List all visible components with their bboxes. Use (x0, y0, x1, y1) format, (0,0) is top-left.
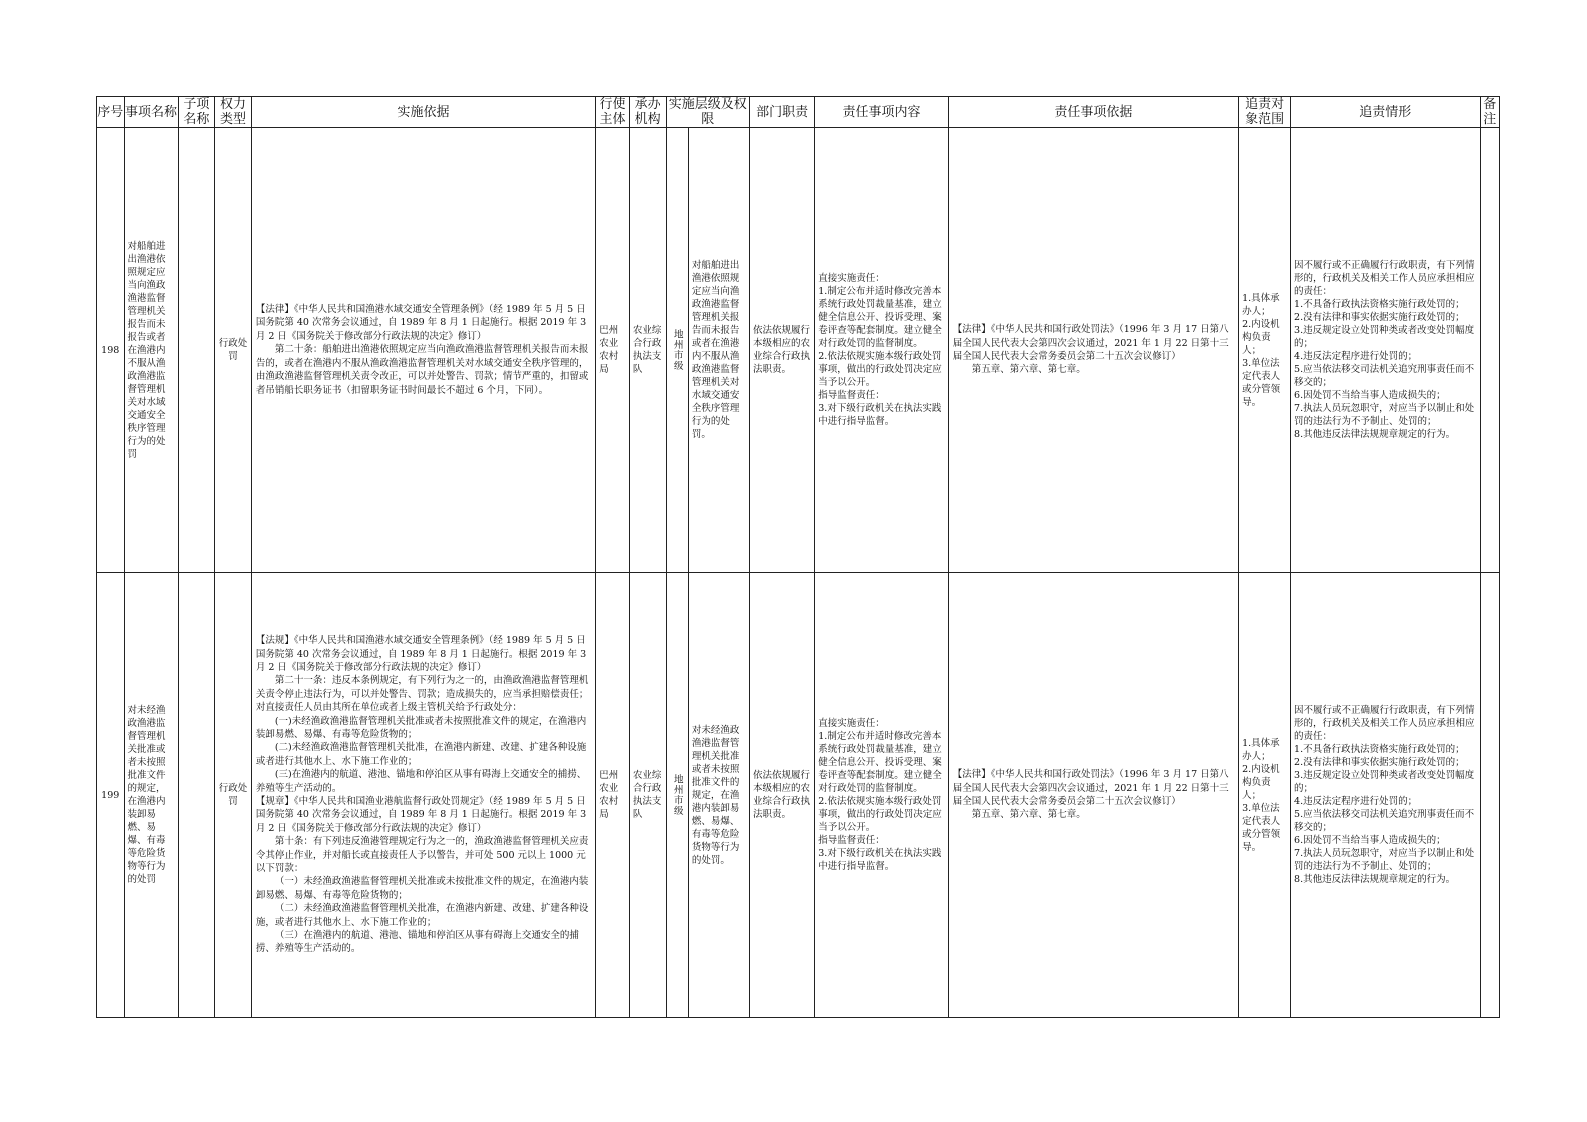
basis-paragraph: 【规章】《中华人民共和国渔业港航监督行政处罚规定》（经 1989 年 5 月 5 日国务院第 40 次常务会议通过，自 1989 年 8 月 1 日起施行。根据 2019 年 3 月 2 日《国务院关于修改部分行政法规的决定》修订） (255, 796, 587, 834)
header-subject: 行使主体 (596, 97, 630, 128)
cell-level-a (666, 128, 688, 573)
cell-scope: 1.具体承办人； 2.内设机构负责人； 3.单位法定代表人或分管领导。 (1239, 128, 1291, 573)
basis-paragraph: (一)未经渔政渔港监督管理机关批准或者未按照批准文件的规定，在渔港内装卸易燃、易爆、有毒等危险货物的； (255, 715, 587, 740)
header-remark: 备注 (1480, 97, 1499, 128)
basis-paragraph: （三）在渔港内的航道、港池、锚地和停泊区从事有碍海上交通安全的捕捞、养殖等生产活动的。 (255, 930, 579, 955)
document-page (96, 96, 1500, 1018)
cell-basis (251, 573, 595, 1018)
basis-paragraph: 第十条：有下列违反渔港管理规定行为之一的，渔政渔港监督管理机关应责令其停止作业，并对船长或直接责任人予以警告，并可处 500 元以上 1000 元以下罚款： (255, 836, 589, 875)
resp-basis-paragraph: 【法律】《中华人民共和国行政处罚法》（1996 年 3 月 17 日第八届全国人民代表大会第四次会议通过，2021 年 1 月 22 日第十三届全国人民代表大会常务委员会第二十五次会议修订） (952, 769, 1229, 807)
header-item-name: 事项名称 (124, 97, 178, 128)
cell-scope: 1.具体承办人； 2.内设机构负责人； 3.单位法定代表人或分管领导。 (1239, 573, 1291, 1018)
cell-item-name: 对船舶进出渔港依照规定应当向渔政渔港监督管理机关报告而未报告或者在渔港内不服从渔政渔港监督管理机关对水域交通安全秩序管理行为的处罚 (124, 128, 178, 573)
cell-power-type: 行政处罚 (215, 128, 252, 573)
header-resp-content: 责任事项内容 (815, 97, 948, 128)
header-row (97, 97, 1500, 128)
cell-level-a (666, 573, 688, 1018)
cell-dept-duty: 依法依规履行本级相应的农业综合行政执法职责。 (750, 573, 815, 1018)
table-row (97, 128, 1500, 573)
header-seq: 序号 (97, 97, 125, 128)
basis-paragraph: (三)在渔港内的航道、港池、锚地和停泊区从事有碍海上交通安全的捕捞、养殖等生产活动的。 (255, 769, 587, 794)
basis-paragraph: 第二十一条：违反本条例规定，有下列行为之一的，由渔政渔港监督管理机关责令停止违法行为，可以并处警告、罚款；造成损失的，应当承担赔偿责任；对直接责任人员由其所在单位或者上级主管机关给予行政处分： (255, 675, 589, 714)
cell-remark (1480, 128, 1499, 573)
header-basis: 实施依据 (251, 97, 595, 128)
cell-remark (1480, 573, 1499, 1018)
cell-resp-basis (948, 573, 1238, 1018)
header-resp-basis: 责任事项依据 (948, 97, 1238, 128)
basis-paragraph: (二)未经渔政渔港监督管理机关批准，在渔港内新建、改建、扩建各种设施或者进行其他水上、水下施工作业的； (255, 742, 587, 767)
cell-resp-content: 直接实施责任： 1.制定公布并适时修改完善本系统行政处罚裁量基准，建立健全信息公开、投诉受理、案卷评查等配套制度。建立健全对行政处罚的监督制度。 2.依法依规实施本级行政处罚事项，做出的行政处罚决定应当予以公开。 指导监督责任： 3.对下级行政机关在执法实践中进行指导监督。 (815, 573, 948, 1018)
cell-item-name: 对未经渔政渔港监督管理机关批准或者未按照批准文件的规定，在渔港内装卸易燃、易爆、有毒等危险货物等行为的处罚 (124, 573, 178, 1018)
cell-agency: 农业综合行政执法支队 (629, 128, 666, 573)
header-agency: 承办机构 (629, 97, 666, 128)
resp-basis-paragraph: 第五章、第六章、第七章。 (971, 364, 1086, 376)
header-scope: 追责对象范围 (1239, 97, 1291, 128)
table-row (97, 573, 1500, 1018)
cell-basis (251, 128, 595, 573)
basis-paragraph: 第二十条：船舶进出渔港依照规定应当向渔政渔港监督管理机关报告而未报告的，或者在渔港内不服从渔政渔港监督管理机关对水域交通安全秩序管理的，由渔政渔港监督管理机关责令改正，可以并处警告、罚款；情节严重的，扣留或者吊销船长职务证书（扣留职务证书时间最长不超过 6 个月，下同）。 (255, 344, 589, 396)
cell-resp-content: 直接实施责任： 1.制定公布并适时修改完善本系统行政处罚裁量基准，建立健全信息公开、投诉受理、案卷评查等配套制度。建立健全对行政处罚的监督制度。 2.依法依规实施本级行政处罚事项，做出的行政处罚决定应当予以公开。 指导监督责任： 3.对下级行政机关在执法实践中进行指导监督。 (815, 128, 948, 573)
cell-resp-basis (948, 128, 1238, 573)
resp-basis-paragraph: 【法律】《中华人民共和国行政处罚法》（1996 年 3 月 17 日第八届全国人民代表大会第四次会议通过，2021 年 1 月 22 日第十三届全国人民代表大会常务委员会第二十五次会议修订） (952, 324, 1229, 362)
cell-seq: 198 (97, 128, 125, 573)
cell-subject: 巴州农业农村局 (596, 128, 630, 573)
resp-basis-paragraph: 第五章、第六章、第七章。 (971, 809, 1086, 821)
cell-power-type: 行政处罚 (215, 573, 252, 1018)
level-a-text: 地州市级 (671, 329, 683, 371)
cell-subject: 巴州农业农村局 (596, 573, 630, 1018)
cell-agency: 农业综合行政执法支队 (629, 573, 666, 1018)
header-level: 实施层级及权限 (666, 97, 750, 128)
header-situation: 追责情形 (1291, 97, 1481, 128)
basis-paragraph: （二）未经渔政渔港监督管理机关批准，在渔港内新建、改建、扩建各种设施，或者进行其他水上、水下施工作业的； (255, 903, 589, 928)
cell-level-b: 对未经渔政渔港监督管理机关批准或者未按照批准文件的规定，在渔港内装卸易燃、易爆、有毒等危险货物等行为的处罚。 (688, 573, 749, 1018)
header-dept-duty: 部门职责 (750, 97, 815, 128)
basis-paragraph: 【法规】《中华人民共和国渔港水域交通安全管理条例》（经 1989 年 5 月 5 日国务院第 40 次常务会议通过，自 1989 年 8 月 1 日起施行。根据 2019 年 3 月 2 日《国务院关于修改部分行政法规的决定》修订） (255, 635, 587, 673)
cell-sub-item (178, 128, 215, 573)
responsibility-table (96, 96, 1500, 1018)
header-sub-item: 子项名称 (178, 97, 215, 128)
cell-situation: 因不履行或不正确履行行政职责，有下列情形的，行政机关及相关工作人员应承担相应的责任： 1.不具备行政执法资格实施行政处罚的； 2.没有法律和事实依据实施行政处罚的； 3.违反规定设立处罚种类或者改变处罚幅度的； 4.违反法定程序进行处罚的； 5.应当依法移交司法机关追究刑事责任而不移交的； 6.因处罚不当给当事人造成损失的； 7.执法人员玩忽职守，对应当予以制止和处罚的违法行为不予制止、处罚的； 8.其他违反法律法规规章规定的行为。 (1291, 128, 1481, 573)
cell-seq: 199 (97, 573, 125, 1018)
header-power-type: 权力类型 (215, 97, 252, 128)
cell-situation: 因不履行或不正确履行行政职责，有下列情形的，行政机关及相关工作人员应承担相应的责任： 1.不具备行政执法资格实施行政处罚的； 2.没有法律和事实依据实施行政处罚的； 3.违反规定设立处罚种类或者改变处罚幅度的； 4.违反法定程序进行处罚的； 5.应当依法移交司法机关追究刑事责任而不移交的； 6.因处罚不当给当事人造成损失的； 7.执法人员玩忽职守，对应当予以制止和处罚的违法行为不予制止、处罚的； 8.其他违反法律法规规章规定的行为。 (1291, 573, 1481, 1018)
cell-dept-duty: 依法依规履行本级相应的农业综合行政执法职责。 (750, 128, 815, 573)
cell-sub-item (178, 573, 215, 1018)
basis-paragraph: 【法律】《中华人民共和国渔港水域交通安全管理条例》（经 1989 年 5 月 5 日国务院第 40 次常务会议通过，自 1989 年 8 月 1 日起施行。根据 2019 年 3 月 2 日《国务院关于修改部分行政法规的决定》修订） (255, 304, 587, 342)
cell-level-b: 对船舶进出渔港依照规定应当向渔政渔港监督管理机关报告而未报告或者在渔港内不服从渔政渔港监督管理机关对水域交通安全秩序管理行为的处罚。 (688, 128, 749, 573)
level-a-text: 地州市级 (671, 774, 683, 816)
basis-paragraph: （一）未经渔政渔港监督管理机关批准或未按批准文件的规定，在渔港内装卸易燃、易爆、有毒等危险货物的； (255, 876, 589, 901)
